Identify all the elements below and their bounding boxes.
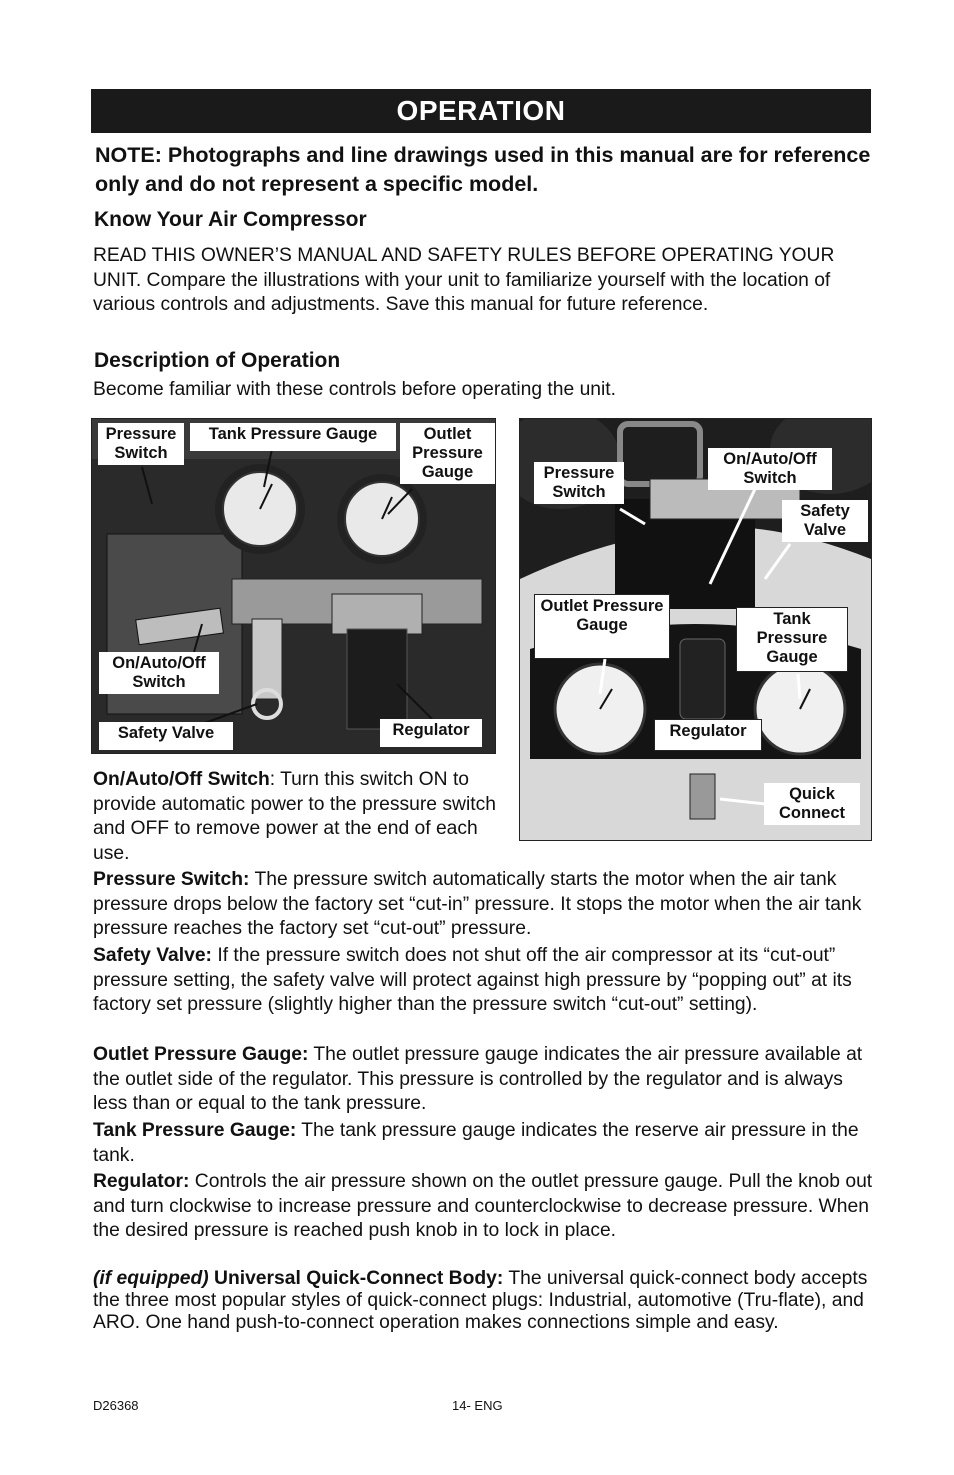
left-label-on-auto-off: On/Auto/Off Switch bbox=[99, 652, 219, 694]
item-pressure-switch-text: The pressure switch automatically starts the motor when the air tank pressure drops below the factory set “cut-in” pressure. It stops the motor when the air tank pressure reaches the factory set “cut-out” pressure. bbox=[93, 869, 862, 940]
right-label-outlet-gauge: Outlet Pressure Gauge bbox=[534, 594, 670, 659]
know-heading: Know Your Air Compressor bbox=[94, 208, 367, 231]
item-regulator bbox=[93, 1170, 873, 1244]
description-intro: Become familiar with these controls before operating the unit. bbox=[93, 379, 617, 400]
left-label-pressure-switch: Pressure Switch bbox=[98, 423, 184, 465]
item-safety-valve-term: Safety Valve: bbox=[93, 945, 212, 966]
figure-left-photo bbox=[91, 418, 496, 754]
right-label-safety-valve: Safety Valve bbox=[782, 500, 868, 542]
item-on-auto-off-text: : Turn this switch ON to provide automatic power to the pressure switch and OFF to remove power at the end of each use. bbox=[93, 769, 496, 864]
item-regulator-term: Regulator: bbox=[93, 1171, 190, 1192]
section-banner bbox=[91, 89, 871, 133]
right-label-pressure-switch: Pressure Switch bbox=[534, 462, 624, 504]
item-quick-connect-text: The universal quick-connect body accepts the three most popular styles of quick-connect plugs: Industrial, automotive (Tru-flate), and ARO. One hand push-to-connect operation makes connections simple and easy. bbox=[93, 1268, 868, 1333]
item-pressure-switch-term: Pressure Switch: bbox=[93, 869, 250, 890]
item-tank-gauge bbox=[93, 1119, 873, 1168]
left-label-tank-gauge: Tank Pressure Gauge bbox=[190, 423, 396, 451]
left-label-regulator: Regulator bbox=[380, 719, 482, 747]
item-pressure-switch bbox=[93, 868, 873, 942]
left-label-outlet-gauge: Outlet Pressure Gauge bbox=[400, 423, 495, 484]
right-label-tank-gauge: Tank Pressure Gauge bbox=[736, 607, 848, 672]
description-heading: Description of Operation bbox=[94, 349, 341, 372]
page-number: 14- ENG bbox=[452, 1398, 503, 1413]
item-outlet-gauge-text: The outlet pressure gauge indicates the air pressure available at the outlet side of the regulator. This pressure is controlled by the regulator and is always less than or equal to the tank pressure. bbox=[93, 1044, 863, 1115]
item-tank-gauge-text: The tank pressure gauge indicates the reserve air pressure in the tank. bbox=[93, 1120, 859, 1166]
item-safety-valve bbox=[93, 944, 873, 1018]
left-label-safety-valve: Safety Valve bbox=[99, 722, 233, 750]
right-label-on-auto-off: On/Auto/Off Switch bbox=[708, 448, 832, 490]
item-outlet-gauge bbox=[93, 1043, 873, 1117]
item-quick-connect-term: Universal Quick-Connect Body: bbox=[208, 1268, 504, 1289]
item-on-auto-off-term: On/Auto/Off Switch bbox=[93, 769, 270, 790]
item-outlet-gauge-term: Outlet Pressure Gauge: bbox=[93, 1044, 309, 1065]
doc-number: D26368 bbox=[93, 1398, 139, 1413]
right-label-quick-connect: Quick Connect bbox=[764, 783, 860, 825]
know-text: READ THIS OWNER’S MANUAL AND SAFETY RULES BEFORE OPERATING YOUR UNIT. Compare the illustrations with your unit to familiarize yourself with the location of various controls and adjustments. Save this manual for future reference. bbox=[93, 245, 835, 316]
figure-right-photo bbox=[519, 418, 872, 841]
item-on-auto-off bbox=[93, 768, 515, 866]
right-label-regulator: Regulator bbox=[654, 719, 762, 751]
item-tank-gauge-term: Tank Pressure Gauge: bbox=[93, 1120, 297, 1141]
section-title: OPERATION bbox=[396, 95, 566, 126]
note-text: NOTE: Photographs and line drawings used in this manual are for reference only and do not represent a specific model. bbox=[95, 143, 871, 196]
item-regulator-text: Controls the air pressure shown on the outlet pressure gauge. Pull the knob out and turn clockwise to increase pressure and counterclockwise to decrease pressure. When the desired pressure is reached push knob in to lock in place. bbox=[93, 1171, 873, 1242]
item-safety-valve-text: If the pressure switch does not shut off the air compressor at its “cut-out” pressure setting, the safety valve will protect against high pressure by “popping out” at its factory set pressure (slightly higher than the pressure switch “cut-out” setting). bbox=[93, 945, 852, 1016]
item-quick-connect bbox=[93, 1268, 873, 1334]
item-quick-connect-prefix: (if equipped) bbox=[93, 1268, 209, 1289]
